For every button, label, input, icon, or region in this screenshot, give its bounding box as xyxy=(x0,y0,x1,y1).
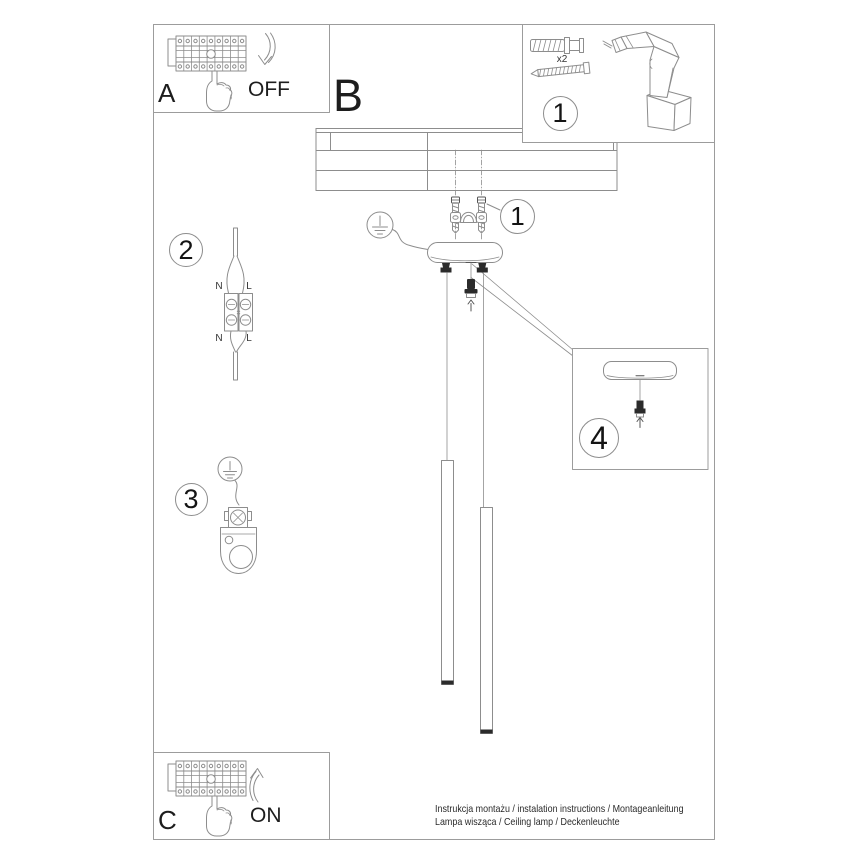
wire-label-n-out: N xyxy=(215,333,223,344)
mounting-bracket-icon xyxy=(451,212,487,222)
callout-canopy-number: 4 xyxy=(579,418,619,458)
pendant-tube-icon xyxy=(481,508,493,734)
wire-label-l-out: L xyxy=(246,333,252,344)
wire-label-l-in: L xyxy=(246,281,252,292)
step-b-label: B xyxy=(333,70,364,121)
footer-line-2: Lampa wisząca / Ceiling lamp / Deckenleuchte xyxy=(435,816,620,829)
footer-line-1: Instrukcja montażu / instalation instructions / Montageanleitung xyxy=(435,803,684,815)
step-a-label: A xyxy=(158,78,176,108)
quantity-label: x2 xyxy=(556,54,568,65)
power-off-label: OFF xyxy=(248,78,290,101)
callout-ground-number: 3 xyxy=(175,483,208,516)
step-c-label: C xyxy=(158,805,177,835)
pendant-tube-icon xyxy=(442,461,454,685)
breaker-panel-icon xyxy=(168,761,246,796)
parts-box-number: 1 xyxy=(543,96,578,131)
wire-label-n-in: N xyxy=(215,281,223,292)
callout-wiring-number: 2 xyxy=(169,233,203,267)
callout-bracket-number: 1 xyxy=(500,199,535,234)
breaker-panel-icon xyxy=(168,36,246,71)
terminal-block-icon xyxy=(225,294,253,332)
power-on-label: ON xyxy=(250,804,282,827)
footer-text xyxy=(435,803,684,829)
